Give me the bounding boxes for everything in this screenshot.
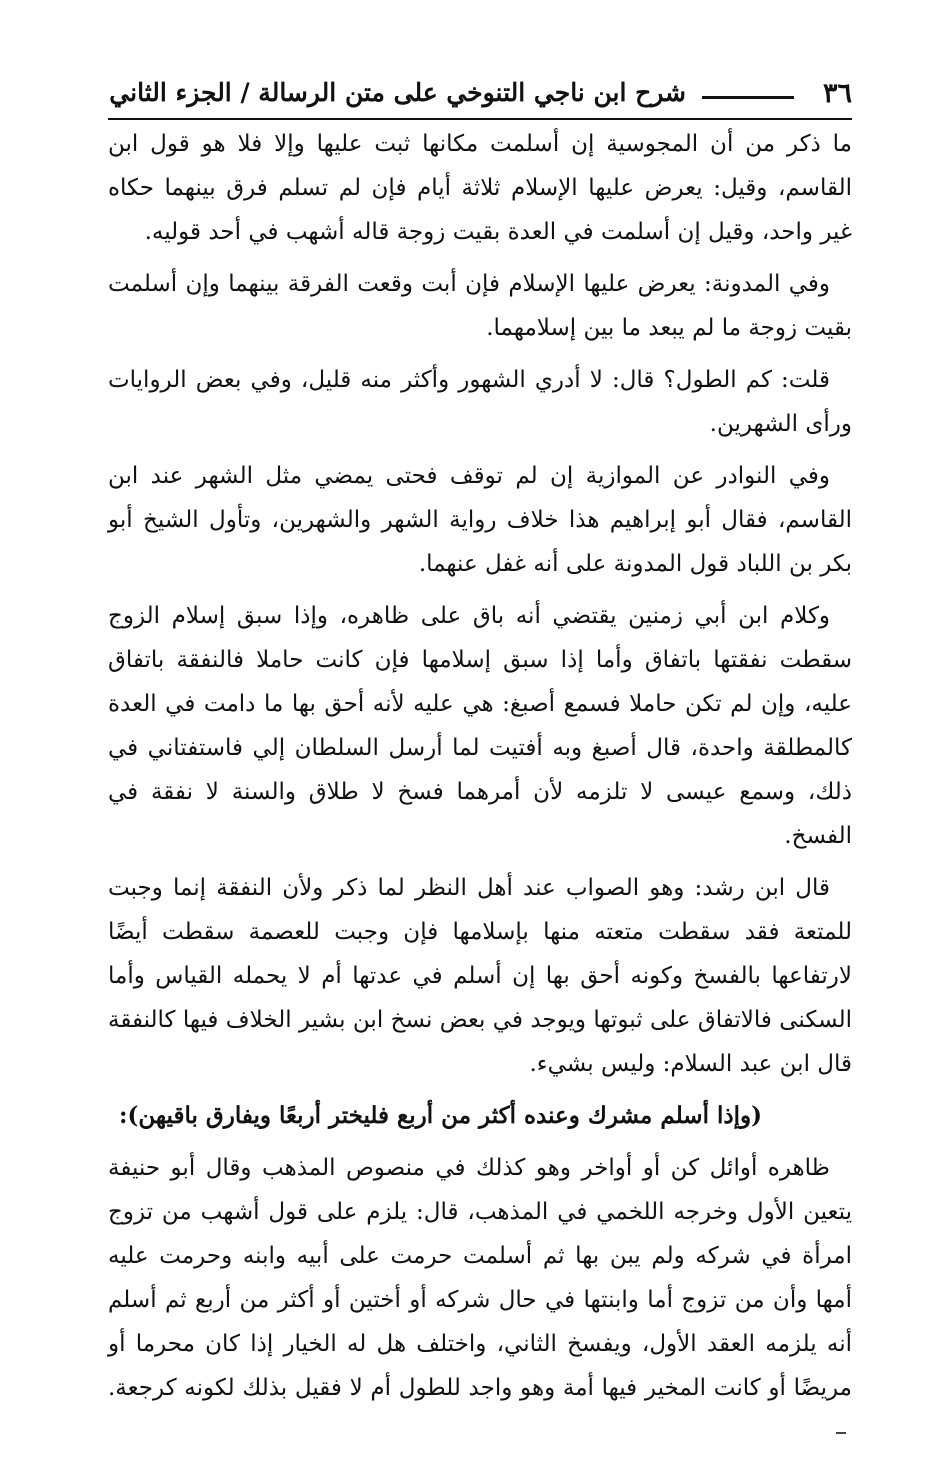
end-mark — [836, 1432, 846, 1434]
running-title: شرح ابن ناجي التنوخي على متن الرسالة / الجزء الثاني — [109, 78, 686, 107]
closing-text: ظاهره أوائل كن أو أواخر وهو كذلك في منصوص المذهب وقال أبو حنيفة يتعين الأول وخرجه اللخمي في المذهب، قال: يلزم على قول أشهب من تزوج امرأة في شركه ولم يبن بها ثم أسلمت حرمت على أبيه وابنه وحرمت عليه أمها وأن من تزوج أما وابنتها في حال شركه أو أختين أو أكثر من أربع ثم أسلم أنه يلزمه العقد الأول، ويفسخ الثاني، واختلف هل له الخيار إذا كان محرما أو مريضًا أو كانت المخير فيها أمة وهو واجد للطول أم لا فقيل بذلك لكونه كرجعة. — [108, 1155, 852, 1401]
paragraph: وفي النوادر عن الموازية إن لم توقف فحتى يمضي مثل الشهر عند ابن القاسم، فقال أبو إبراهيم هذا خلاف رواية الشهر والشهرين، وتأول الشيخ أبو بكر بن اللباد قول المدونة على أنه غفل عنهما. — [108, 463, 852, 577]
matn-quote: (وإذا أسلم مشرك وعنده أكثر من أربع فليختر أربعًا ويفارق باقيهن): — [119, 1102, 762, 1129]
paragraph: قلت: كم الطول؟ قال: لا أدري الشهور وأكثر منه قليل، وفي بعض الروايات ورأى الشهرين. — [108, 367, 852, 437]
paragraph: وفي المدونة: يعرض عليها الإسلام فإن أبت وقعت الفرقة بينهما وإن أسلمت بقيت زوجة ما لم يبعد ما بين إسلامهما. — [108, 271, 852, 341]
paragraph: قال ابن رشد: وهو الصواب عند أهل النظر لما ذكر ولأن النفقة إنما وجبت للمتعة فقد سقطت متعته منها بإسلامها فإن وجبت للعصمة سقطت أيضًا لارتفاعها بالفسخ وكونه أحق بها إن أسلم في عدتها أم لا يحمله القياس وأما السكنى فالاتفاق على ثبوتها ويوجد في بعض نسخ ابن بشير الخلاف فيها كالنفقة قال ابن عبد السلام: وليس بشيء. — [108, 875, 852, 1077]
body-text — [108, 122, 852, 1462]
paragraph-closing — [108, 1146, 852, 1454]
page-number: ٣٦ — [822, 78, 852, 109]
paragraph: وكلام ابن أبي زمنين يقتضي أنه باق على ظاهره، وإذا سبق إسلام الزوج سقطت نفقتها باتفاق وأما إذا سبق إسلامها فإن كانت حاملا فالنفقة باتفاق عليه، وإن لم تكن حاملا فسمع أصبغ: هي عليه لأنه أحق بها ما دامت في العدة كالمطلقة واحدة، قال أصبغ وبه أفتيت لما أرسل السلطان إلي فاستفتاني في ذلك، وسمع عيسى لا تلزمه لأن أمرهما فسخ لا طلاق والسنة لا نفقة في الفسخ. — [108, 603, 852, 849]
header-rule — [702, 96, 794, 99]
paragraph: ما ذكر من أن المجوسية إن أسلمت مكانها ثبت عليها وإلا فلا هو قول ابن القاسم، وقيل: يعرض عليها الإسلام ثلاثة أيام فإن لم تسلم فرق بينهما حكاه غير واحد، وقيل إن أسلمت في العدة بقيت زوجة قاله أشهب في أحد قوليه. — [108, 131, 852, 245]
page-header — [108, 72, 852, 120]
